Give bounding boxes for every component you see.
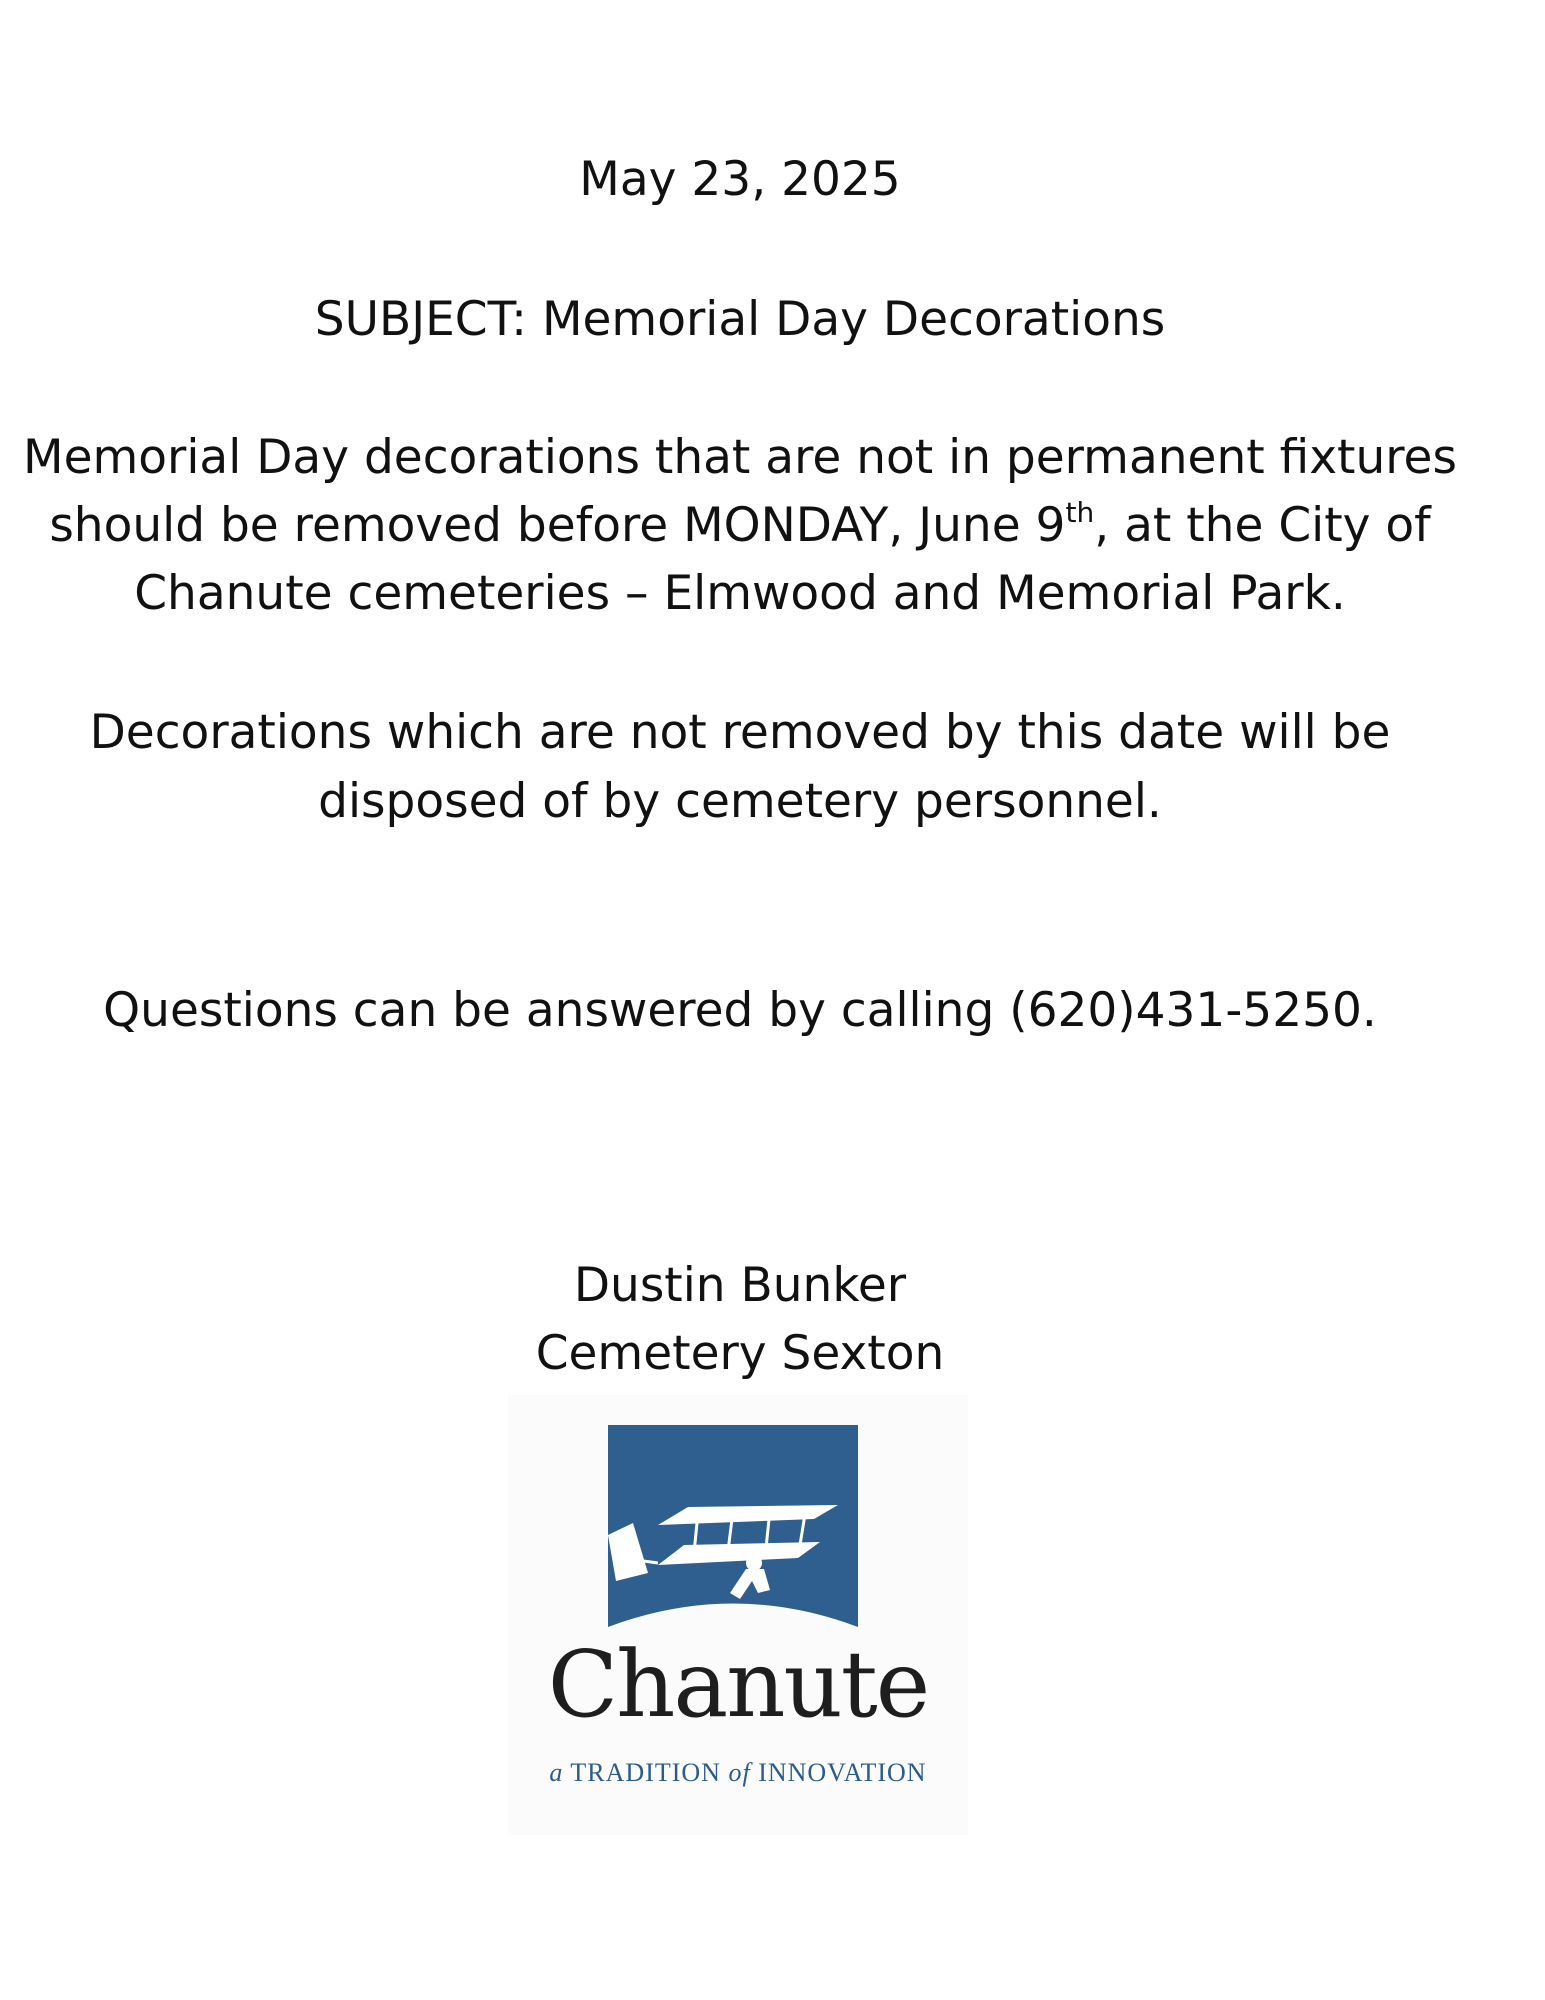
notice-subject: SUBJECT: Memorial Day Decorations: [314, 292, 1166, 347]
notice-date: May 23, 2025: [579, 152, 901, 207]
ordinal-suffix: th: [1065, 496, 1095, 529]
paragraph-text: , at the City of: [1094, 498, 1431, 553]
paragraph-line: Memorial Day decorations that are not in permanent fixtures: [23, 430, 1457, 485]
signature-name: Dustin Bunker: [573, 1258, 907, 1313]
paragraph-line: disposed of by cemetery personnel.: [318, 774, 1162, 829]
logo-tagline: [508, 1757, 968, 1789]
paragraph-line: Decorations which are not removed by this date will be: [89, 705, 1391, 760]
questions-line: Questions can be answered by calling (620)431-5250.: [103, 983, 1377, 1038]
logo-banner: [608, 1425, 858, 1627]
chanute-logo: [508, 1395, 968, 1835]
tagline-a: a: [549, 1758, 564, 1787]
glider-icon: [508, 1395, 968, 1635]
tagline-tradition: TRADITION: [570, 1758, 721, 1787]
tagline-innovation: INNOVATION: [758, 1758, 927, 1787]
paragraph-line: [0, 491, 1480, 567]
paragraph-line: Chanute cemeteries – Elmwood and Memorial Park.: [134, 566, 1346, 621]
logo-wordmark: Chanute: [547, 1631, 929, 1738]
signature-title: Cemetery Sexton: [535, 1326, 945, 1381]
paragraph-text: should be removed before MONDAY, June 9: [49, 498, 1066, 553]
tagline-of: of: [728, 1758, 751, 1787]
